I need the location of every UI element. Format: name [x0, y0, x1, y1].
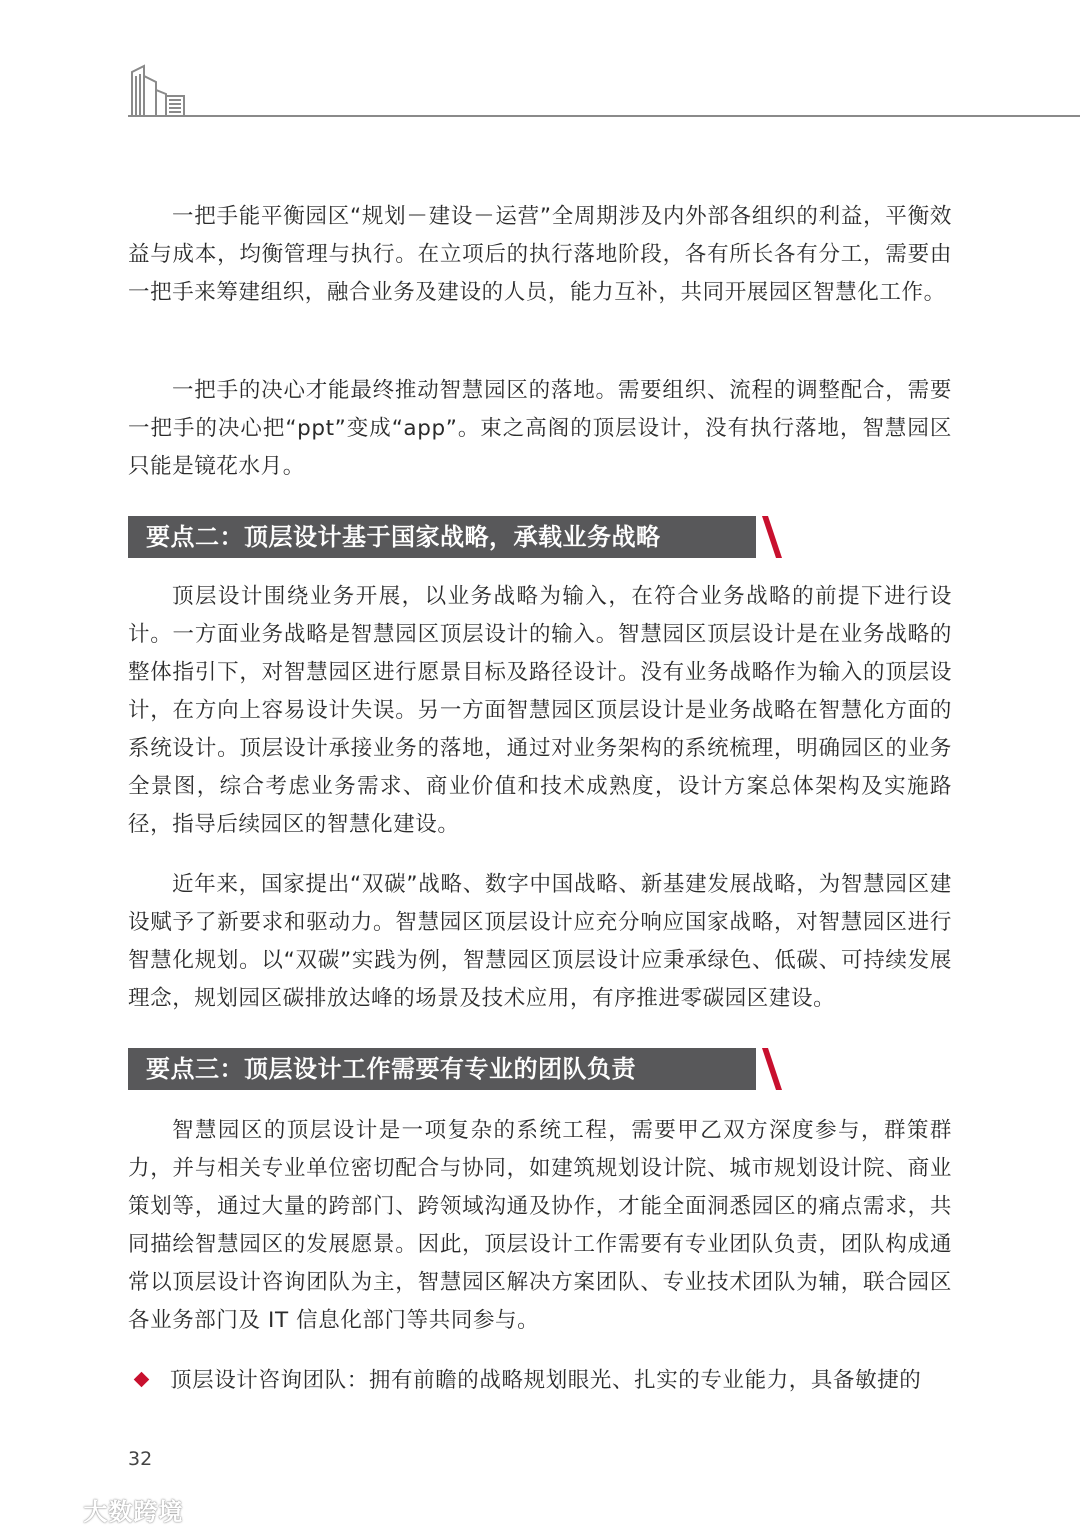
watermark-text: 大数跨境 — [83, 1498, 184, 1526]
section-title: 要点三：顶层设计工作需要有专业的团队负责 — [146, 1055, 636, 1083]
section-accent-icon — [742, 1048, 782, 1090]
header-rule — [128, 115, 1080, 117]
paragraph-3: 顶层设计围绕业务开展，以业务战略为输入，在符合业务战略的前提下进行设计。一方面业务战略是智慧园区顶层设计的输入。智慧园区顶层设计是在业务战略的整体指引下，对智慧园区进行愿景目标及路径设计。没有业务战略作为输入的顶层设计，在方向上容易设计失误。另一方面智慧园区顶层设计是业务战略在智慧化方面的系统设计。顶层设计承接业务的落地，通过对业务架构的系统梳理，明确园区的业务全景图，综合考虑业务需求、商业价值和技术成熟度，设计方案总体架构及实施路径，指导后续园区的智慧化建设。 — [128, 584, 952, 837]
bullet-text: 顶层设计咨询团队：拥有前瞻的战略规划眼光、扎实的专业能力，具备敏捷的 — [170, 1368, 922, 1393]
buildings-icon — [128, 62, 188, 118]
diamond-bullet-icon — [134, 1372, 150, 1388]
paragraph-1: 一把手能平衡园区“规划－建设－运营”全周期涉及内外部各组织的利益，平衡效益与成本，均衡管理与执行。在立项后的执行落地阶段，各有所长各有分工，需要由一把手来筹建组织，融合业务及建设的人员，能力互补，共同开展园区智慧化工作。 — [128, 204, 952, 305]
bullet-item — [128, 1362, 958, 1400]
paragraph-4: 近年来，国家提出“双碳”战略、数字中国战略、新基建发展战略，为智慧园区建设赋予了新要求和驱动力。智慧园区顶层设计应充分响应国家战略，对智慧园区进行智慧化规划。以“双碳”实践为例，智慧园区顶层设计应秉承绿色、低碳、可持续发展理念，规划园区碳排放达峰的场景及技术应用，有序推进零碳园区建设。 — [128, 872, 952, 1011]
paragraph-5: 智慧园区的顶层设计是一项复杂的系统工程，需要甲乙双方深度参与，群策群力，并与相关专业单位密切配合与协同，如建筑规划设计院、城市规划设计院、商业策划等，通过大量的跨部门、跨领域沟通及协作，才能全面洞悉园区的痛点需求，共同描绘智慧园区的发展愿景。因此，顶层设计工作需要有专业团队负责，团队构成通常以顶层设计咨询团队为主，智慧园区解决方案团队、专业技术团队为辅，联合园区各业务部门及 IT 信息化部门等共同参与。 — [128, 1118, 952, 1333]
page-number: 32 — [128, 1448, 153, 1470]
section-title: 要点二：顶层设计基于国家战略，承载业务战略 — [146, 523, 661, 551]
paragraph-2: 一把手的决心才能最终推动智慧园区的落地。需要组织、流程的调整配合，需要一把手的决心把“ppt”变成“app”。束之高阁的顶层设计，没有执行落地，智慧园区只能是镜花水月。 — [128, 378, 952, 479]
section-accent-icon — [742, 516, 782, 558]
watermark-logo-icon — [10, 1497, 74, 1523]
watermark — [10, 1492, 184, 1526]
